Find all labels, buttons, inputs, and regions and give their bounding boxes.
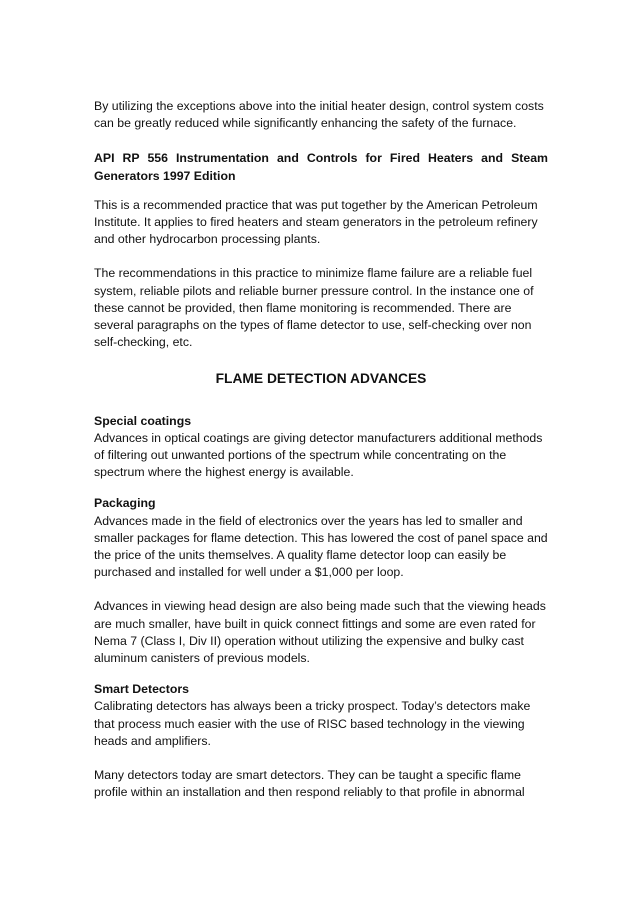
section-title: FLAME DETECTION ADVANCES	[215, 371, 427, 387]
packaging-section	[94, 495, 548, 667]
packaging-text-2: Advances in viewing head design are also being made such that the viewing heads are much smaller, have built in quick connect fittings and some are even rated for Nema 7 (Class I, Div II) operation without utilizing the expensive and bulky cast aluminum canisters of previous models.	[94, 599, 546, 666]
smart-detectors-text-1: Calibrating detectors has always been a tricky prospect. Today’s detectors make that process much easier with the use of RISC based technology in the viewing heads and amplifiers.	[94, 699, 531, 748]
intro-paragraph: By utilizing the exceptions above into the initial heater design, control system costs can be greatly reduced while significantly enhancing the safety of the furnace.	[94, 99, 544, 131]
packaging-text-1: Advances made in the field of electronics over the years has led to smaller and smaller packages for flame detection. This has lowered the cost of panel space and the price of the units themselves. A quality flame detector loop can easily be purchased and installed for well under a $1,000 per loop.	[94, 513, 548, 580]
api-standard-heading: API RP 556 Instrumentation and Controls for Fired Heaters and Steam Generators 1997 Edition	[94, 151, 548, 183]
packaging-heading: Packaging	[94, 496, 156, 511]
api-recommendations-paragraph: The recommendations in this practice to minimize flame failure are a reliable fuel system, reliable pilots and reliable burner pressure control. In the instance one of these cannot be provided, then flame monitoring is recommended. There are several paragraphs on the types of flame detector to use, self-checking over non self-checking, etc.	[94, 266, 534, 350]
smart-detectors-section	[94, 681, 548, 801]
special-coatings-heading: Special coatings	[94, 413, 192, 428]
api-description-paragraph: This is a recommended practice that was put together by the American Petroleum Institute. It applies to fired heaters and steam generators in the petroleum refinery and other hydrocarbon processing plants.	[94, 197, 538, 247]
document-page	[94, 98, 548, 816]
special-coatings-section	[94, 413, 548, 482]
special-coatings-text: Advances in optical coatings are giving detector manufacturers additional methods of filtering out unwanted portions of the spectrum while concentrating on the spectrum where the highest energy is available.	[94, 430, 543, 480]
smart-detectors-text-2: Many detectors today are smart detectors. They can be taught a specific flame profile within an installation and then respond reliably to that profile in abnormal	[94, 768, 525, 800]
smart-detectors-heading: Smart Detectors	[94, 682, 189, 697]
